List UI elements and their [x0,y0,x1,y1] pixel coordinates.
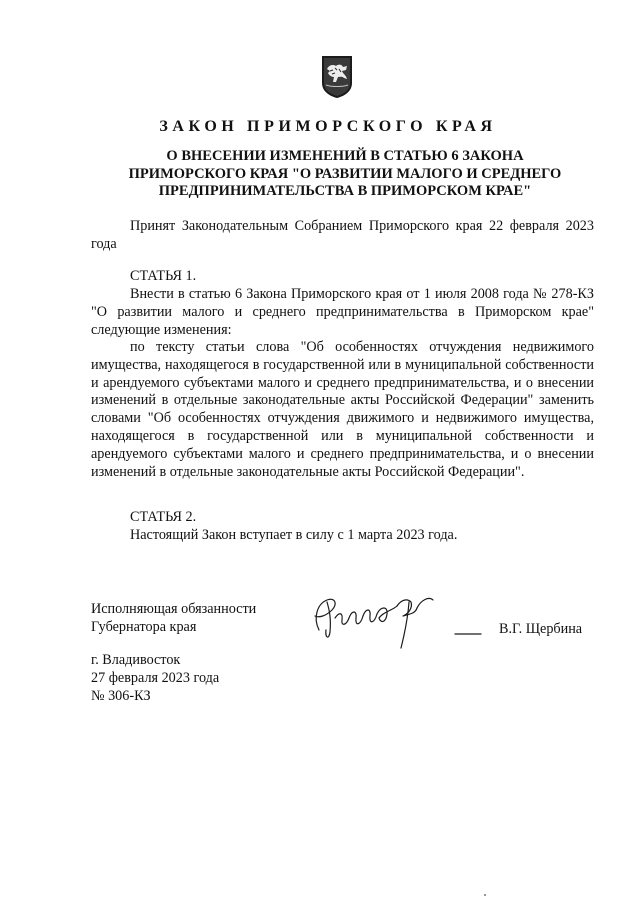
law-subtitle-line-3: ПРЕДПРИНИМАТЕЛЬСТВА В ПРИМОРСКОМ КРАЕ" [158,183,532,199]
signatory-role-line-1: Исполняющая обязанности [91,601,257,617]
article-2-heading: СТАТЬЯ 2. [130,509,197,525]
law-subtitle [120,148,570,201]
law-subtitle-line-2: ПРИМОРСКОГО КРАЯ "О РАЗВИТИИ МАЛОГО И СРЕДНЕГО [128,165,562,182]
city: г. Владивосток [91,652,181,668]
adoption-statement: Принят Законодательным Собранием Приморского края 22 февраля 2023 года [91,218,594,252]
article-1-heading: СТАТЬЯ 1. [130,268,197,284]
signatory-name: В.Г. Щербина [499,621,583,637]
article-1-intro: Внести в статью 6 Закона Приморского края от 1 июля 2008 года № 278-КЗ "О развитии малого и среднего предпринимательства в Приморском крае" следующие изменения: [91,286,594,338]
signatory-role-line-2: Губернатора края [91,619,197,635]
signatory-role [91,600,256,636]
article-2-text: Настоящий Закон вступает в силу с 1 марта 2023 года. [130,527,458,543]
signing-date: 27 февраля 2023 года [91,670,220,686]
handwritten-signature-icon [305,588,485,654]
place-date-number [91,651,219,705]
article-1-change: по тексту статьи слова "Об особенностях отчуждения недвижимого имущества, находящегося в государственной или в муниципальной собственности и арендуемого субъектами малого и среднего предпринимательства, и о внесении изменений в отдельные законодательные акты Российской Федерации" заменить словами "Об особенностях отчуждения движимого и недвижимого имущества, находящегося в государственной или в муниципальной собственности и арендуемого субъектами малого и среднего предпринимательства, и о внесении изменений в отдельные законодательные акты Российской Федерации". [91,339,594,480]
law-title: ЗАКОН ПРИМОРСКОГО КРАЯ [159,118,497,135]
law-number: № 306-КЗ [91,688,151,704]
coat-of-arms-icon [321,55,353,99]
law-subtitle-line-1: О ВНЕСЕНИИ ИЗМЕНЕНИЙ В СТАТЬЮ 6 ЗАКОНА [166,148,524,164]
scan-speck [484,894,486,896]
